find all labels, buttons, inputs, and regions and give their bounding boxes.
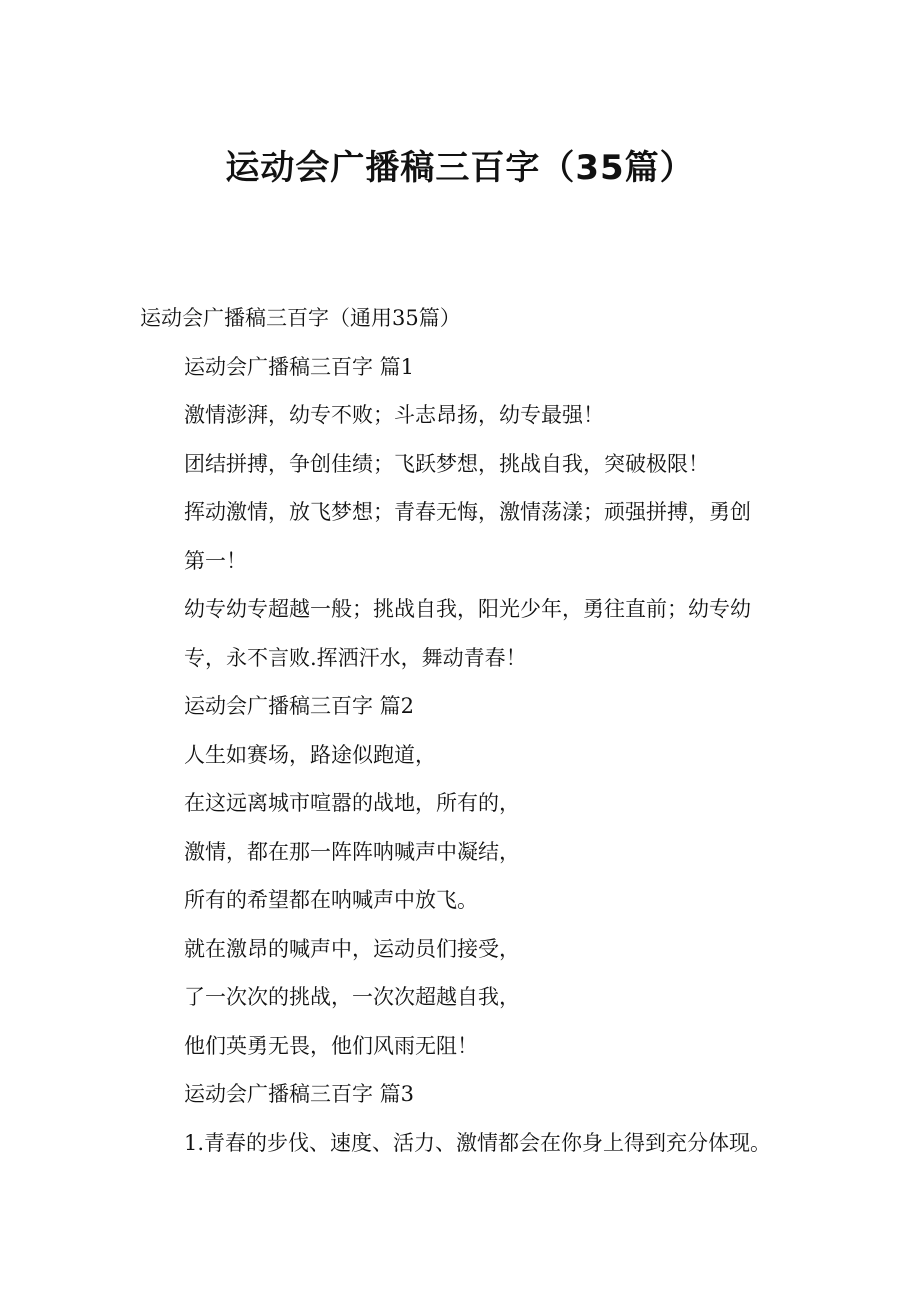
section-heading-3: 运动会广播稿三百字 篇3 — [184, 1082, 415, 1106]
paragraph: 挥动激情，放飞梦想；青春无悔，激情荡漾；顽强拼搏，勇创第一！ — [184, 500, 751, 573]
document-title: 运动会广播稿三百字（35篇） — [225, 148, 695, 188]
poem-line: 了一次次的挑战，一次次超越自我， — [184, 985, 520, 1009]
poem-line: 激情，都在那一阵阵呐喊声中凝结， — [184, 839, 520, 864]
poem-line: 在这远离城市喧嚣的战地，所有的， — [184, 791, 520, 815]
section-heading-1: 运动会广播稿三百字 篇1 — [184, 354, 415, 379]
document-subtitle: 运动会广播稿三百字（通用35篇） — [140, 306, 461, 330]
paragraph: 幼专幼专超越一般；挑战自我，阳光少年，勇往直前；幼专幼专，永不言败.挥洒汗水，舞动青春！ — [184, 597, 751, 670]
paragraph: 团结拼搏，争创佳绩；飞跃梦想，挑战自我，突破极限！ — [184, 451, 709, 476]
poem-line: 就在激昂的喊声中，运动员们接受， — [184, 936, 520, 961]
paragraph: 1.青春的步伐、速度、活力、激情都会在你身上得到充分体现。 — [184, 1130, 772, 1155]
paragraph: 激情澎湃，幼专不败；斗志昂扬，幼专最强！ — [184, 403, 604, 427]
section-heading-2: 运动会广播稿三百字 篇2 — [184, 694, 415, 718]
poem-line: 人生如赛场，路途似跑道， — [184, 742, 436, 767]
poem-line: 所有的希望都在呐喊声中放飞。 — [184, 888, 478, 912]
document-body — [140, 294, 770, 1167]
poem-line: 他们英勇无畏，他们风雨无阻！ — [184, 1033, 478, 1058]
